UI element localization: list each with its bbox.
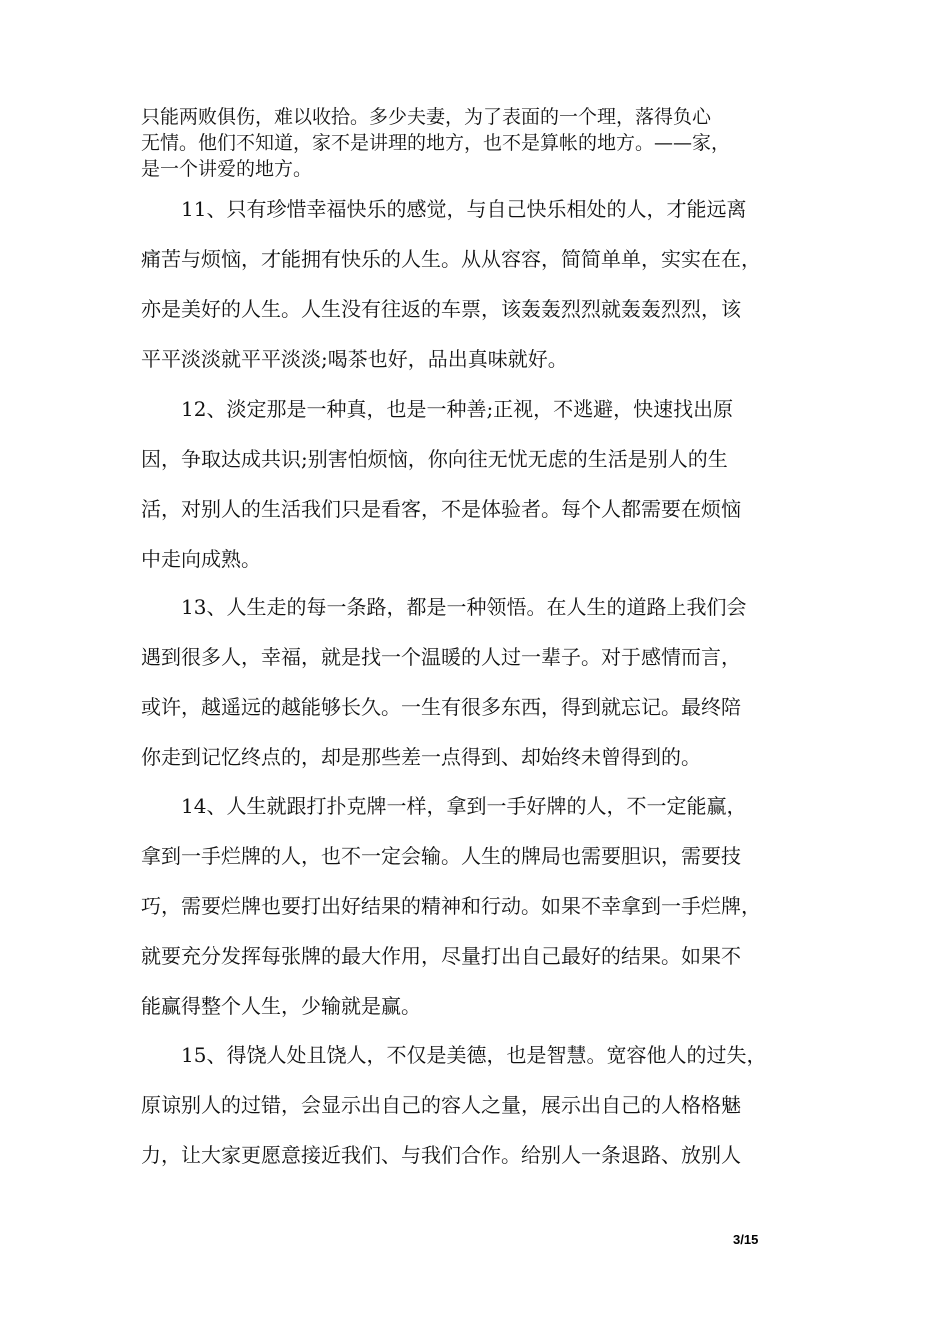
text-line: 12、淡定那是一种真，也是一种善;正视，不逃避，快速找出原	[141, 397, 734, 421]
text-line: 原谅别人的过错，会显示出自己的容人之量，展示出自己的人格格魅	[141, 1093, 741, 1117]
paragraph-14	[141, 781, 841, 1031]
text-line: 中走向成熟。	[141, 547, 261, 571]
intro-paragraph	[141, 104, 831, 182]
text-line: 力，让大家更愿意接近我们、与我们合作。给别人一条退路、放别人	[141, 1143, 741, 1167]
text-line: 只能两败俱伤，难以收拾。多少夫妻，为了表面的一个理，落得负心	[141, 106, 712, 128]
text-line: 能赢得整个人生，少输就是赢。	[141, 994, 421, 1018]
text-line: 11、只有珍惜幸福快乐的感觉，与自己快乐相处的人，才能远离	[141, 197, 747, 221]
text-line: 13、人生走的每一条路，都是一种领悟。在人生的道路上我们会	[141, 595, 747, 619]
text-line: 活，对别人的生活我们只是看客，不是体验者。每个人都需要在烦恼	[141, 497, 741, 521]
text-line: 或许，越遥远的越能够长久。一生有很多东西，得到就忘记。最终陪	[141, 695, 741, 719]
paragraph-12	[141, 384, 841, 584]
text-line: 亦是美好的人生。人生没有往返的车票，该轰轰烈烈就轰轰烈烈，该	[141, 297, 741, 321]
text-line: 平平淡淡就平平淡淡;喝茶也好，品出真味就好。	[141, 347, 568, 371]
text-line: 拿到一手烂牌的人，也不一定会输。人生的牌局也需要胆识，需要技	[141, 844, 741, 868]
paragraph-13	[141, 582, 841, 782]
text-line: 因，争取达成共识;别害怕烦恼，你向往无忧无虑的生活是别人的生	[141, 447, 728, 471]
text-line: 15、得饶人处且饶人，不仅是美德，也是智慧。宽容他人的过失，	[141, 1043, 767, 1067]
text-line: 你走到记忆终点的，却是那些差一点得到、却始终未曾得到的。	[141, 745, 701, 769]
paragraph-15	[141, 1030, 841, 1180]
page-number: 3/15	[733, 1232, 759, 1247]
text-line: 是一个讲爱的地方。	[141, 158, 313, 180]
text-line: 无情。他们不知道，家不是讲理的地方，也不是算帐的地方。——家，	[141, 132, 731, 154]
text-line: 遇到很多人，幸福，就是找一个温暖的人过一辈子。对于感情而言，	[141, 645, 741, 669]
text-line: 14、人生就跟打扑克牌一样，拿到一手好牌的人，不一定能赢，	[141, 794, 747, 818]
text-line: 痛苦与烦恼，才能拥有快乐的人生。从从容容，简简单单，实实在在，	[141, 247, 761, 271]
text-line: 巧，需要烂牌也要打出好结果的精神和行动。如果不幸拿到一手烂牌，	[141, 894, 761, 918]
text-line: 就要充分发挥每张牌的最大作用，尽量打出自己最好的结果。如果不	[141, 944, 741, 968]
paragraph-11	[141, 184, 841, 384]
